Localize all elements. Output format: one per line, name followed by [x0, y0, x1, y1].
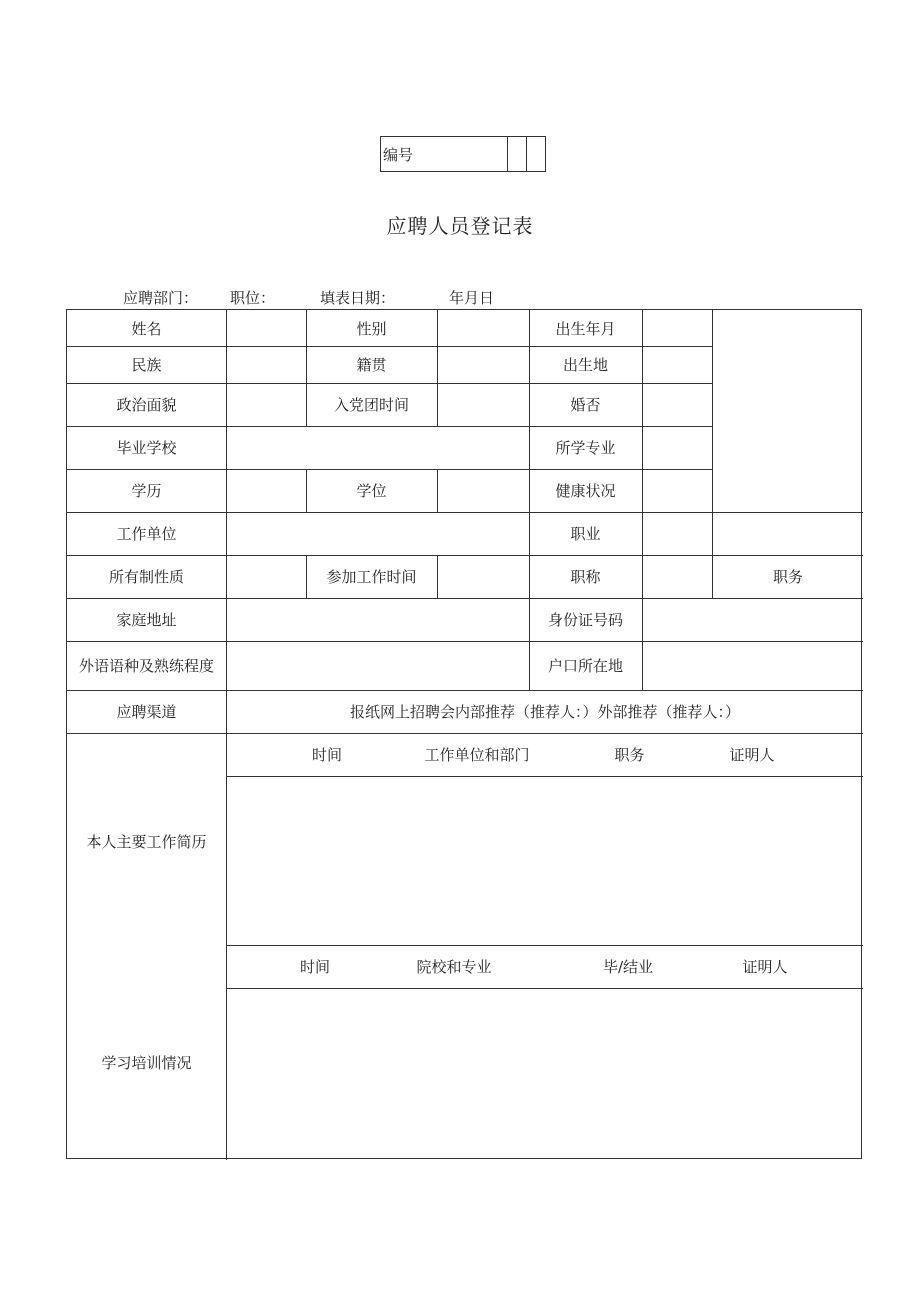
- serial-number-cell[interactable]: [507, 137, 526, 171]
- label-study-history: 学习培训情况: [101, 1054, 192, 1072]
- input-birth-date[interactable]: [643, 310, 712, 346]
- label-birth-date: 出生年月: [555, 319, 616, 338]
- input-ethnicity[interactable]: [227, 346, 306, 383]
- label-ethnicity: 民族: [131, 356, 162, 374]
- work-header-time: 时间: [311, 746, 342, 764]
- input-foreign-language[interactable]: [227, 641, 529, 690]
- work-history-entries[interactable]: [227, 777, 863, 945]
- input-hukou-location[interactable]: [643, 641, 863, 690]
- form-title: 应聘人员登记表: [386, 214, 534, 238]
- label-marital-status: 婚否: [570, 396, 601, 414]
- label-id-number: 身份证号码: [547, 611, 623, 629]
- label-graduation-school: 毕业学校: [116, 439, 177, 457]
- serial-number-cell[interactable]: [526, 137, 545, 171]
- label-home-address: 家庭地址: [116, 611, 177, 629]
- serial-number-box: [380, 136, 546, 172]
- input-job-title[interactable]: [643, 555, 712, 598]
- input-political-status[interactable]: [227, 383, 306, 426]
- study-header-school-major: 院校和专业: [416, 958, 492, 976]
- work-header-duty: 职务: [614, 746, 645, 764]
- fill-date-value: 年月日: [449, 289, 495, 307]
- position-label: 职位：: [230, 289, 276, 307]
- input-major[interactable]: [643, 426, 712, 469]
- input-graduation-school[interactable]: [227, 426, 529, 469]
- label-work-history: 本人主要工作简历: [86, 832, 207, 851]
- label-health: 健康状况: [555, 482, 616, 500]
- label-party-join-date: 入党团时间: [333, 396, 409, 414]
- input-ownership-type[interactable]: [227, 555, 306, 598]
- input-occupation[interactable]: [643, 512, 712, 555]
- study-header-completion: 毕/结业: [602, 958, 654, 976]
- input-work-start-date[interactable]: [438, 555, 529, 598]
- input-education[interactable]: [227, 469, 306, 512]
- study-header-time: 时间: [299, 958, 330, 976]
- dept-label: 应聘部门：: [123, 289, 199, 307]
- label-work-start-date: 参加工作时间: [326, 568, 417, 586]
- input-native-place[interactable]: [438, 346, 529, 383]
- input-degree[interactable]: [438, 469, 529, 512]
- label-native-place: 籍贯: [356, 356, 387, 374]
- label-hukou-location: 户口所在地: [547, 657, 623, 675]
- label-name: 姓名: [131, 319, 162, 338]
- label-employer: 工作单位: [116, 525, 177, 543]
- input-employer[interactable]: [227, 512, 529, 555]
- study-history-entries[interactable]: [227, 989, 863, 1159]
- label-major: 所学专业: [555, 439, 616, 457]
- channel-options[interactable]: 报纸网上招聘会内部推荐（推荐人：）外部推荐（推荐人：）: [349, 703, 740, 721]
- label-job-title: 职称: [570, 568, 601, 586]
- label-ownership-type: 所有制性质: [108, 568, 184, 586]
- label-degree: 学位: [356, 482, 387, 500]
- work-header-employer-dept: 工作单位和部门: [424, 746, 530, 764]
- photo-area[interactable]: [713, 310, 863, 512]
- registration-table: [66, 309, 862, 1159]
- study-header-reference: 证明人: [742, 958, 788, 976]
- input-home-address[interactable]: [227, 598, 529, 641]
- label-gender: 性别: [356, 319, 387, 338]
- label-birthplace: 出生地: [562, 356, 608, 374]
- input-marital-status[interactable]: [643, 383, 712, 426]
- input-occupation-extra[interactable]: [713, 512, 863, 555]
- label-duty: 职务: [772, 568, 803, 586]
- input-gender[interactable]: [438, 310, 529, 346]
- label-channel: 应聘渠道: [116, 703, 177, 721]
- fill-date-label: 填表日期：: [320, 289, 396, 307]
- input-health[interactable]: [643, 469, 712, 512]
- serial-number-label: 编号: [383, 145, 414, 164]
- input-name[interactable]: [227, 310, 306, 346]
- label-education: 学历: [131, 482, 162, 500]
- input-id-number[interactable]: [643, 598, 863, 641]
- label-occupation: 职业: [570, 525, 601, 543]
- work-header-reference: 证明人: [729, 746, 775, 764]
- input-party-join-date[interactable]: [438, 383, 529, 426]
- label-political-status: 政治面貌: [116, 396, 177, 414]
- label-foreign-language: 外语语种及熟练程度: [78, 657, 214, 675]
- input-birthplace[interactable]: [643, 346, 712, 383]
